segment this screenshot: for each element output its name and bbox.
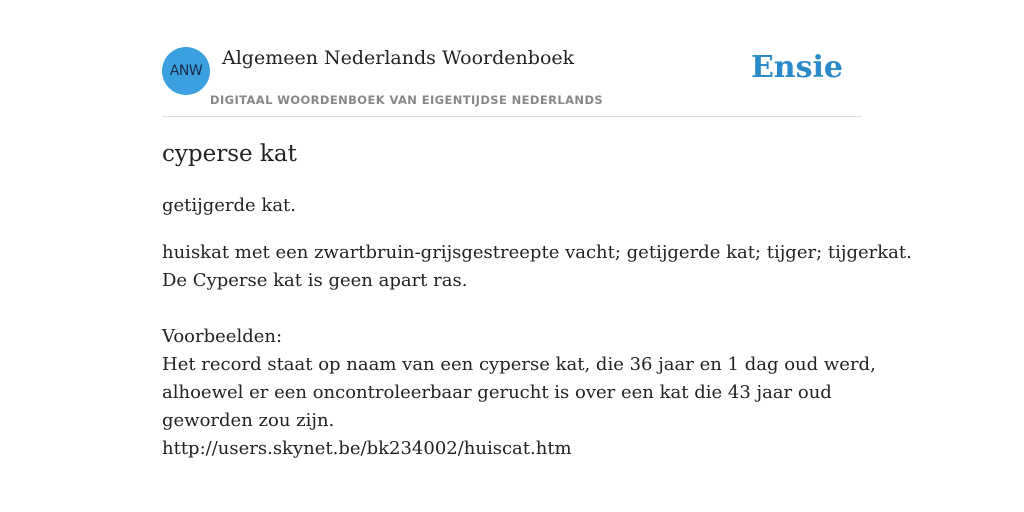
entry-headword: cyperse kat [162,141,297,167]
dictionary-title[interactable]: Algemeen Nederlands Woordenboek [222,47,575,69]
example-line: alhoewel er een oncontroleerbaar gerucht is over een kat die 43 jaar oud [162,382,832,403]
dictionary-subtitle: DIGITAAL WOORDENBOEK VAN EIGENTIJDSE NEDERLANDS [210,93,604,107]
definition-line: De Cyperse kat is geen apart ras. [162,270,468,291]
site-header [162,46,862,117]
anw-logo[interactable]: ANW [162,47,210,95]
example-line: Het record staat op naam van een cyperse kat, die 36 jaar en 1 dag oud werd, [162,354,876,375]
definition-line: huiskat met een zwartbruin-grijsgestreepte vacht; getijgerde kat; tijger; tijgerkat. [162,242,912,263]
short-definition: getijgerde kat. [162,195,297,216]
ensie-brand-logo[interactable]: Ensie [750,50,843,85]
examples-label: Voorbeelden: [162,326,283,347]
entry-body [162,239,912,463]
spacer [162,295,862,323]
example-line: geworden zou zijn. [162,410,335,431]
source-link[interactable]: http://users.skynet.be/bk234002/huiscat.htm [162,438,572,459]
